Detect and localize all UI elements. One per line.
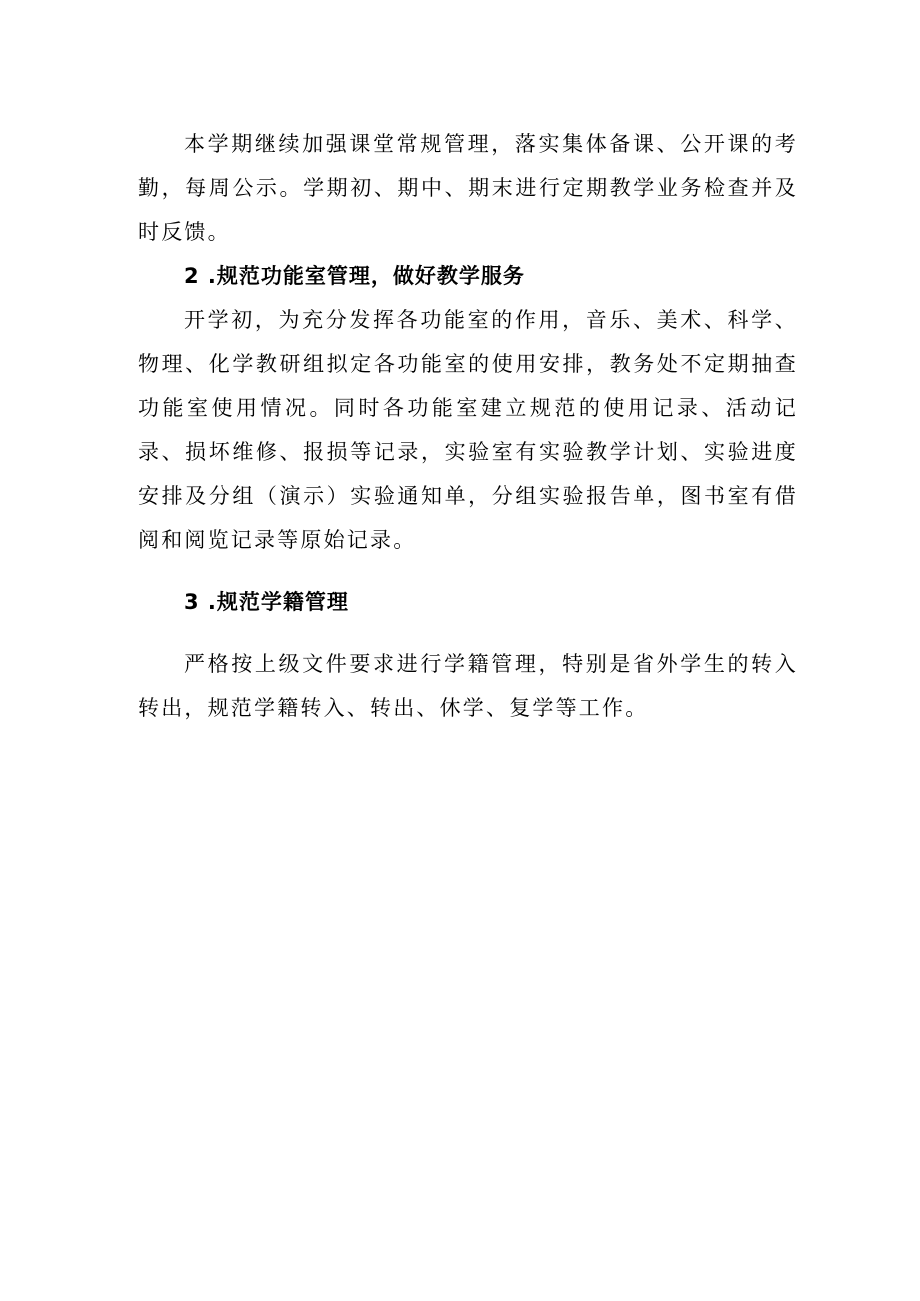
paragraph-classroom-management: 本学期继续加强课堂常规管理，落实集体备课、公开课的考勤，每周公示。学期初、期中、期末进行定期教学业务检查并及时反馈。 <box>138 132 798 244</box>
section-heading-student-registry: 3 .规范学籍管理 <box>184 590 349 614</box>
spacer <box>138 624 798 642</box>
paragraph-functional-rooms: 开学初，为充分发挥各功能室的作用，音乐、美术、科学、物理、化学教研组拟定各功能室的使用安排，教务处不定期抽查功能室使用情况。同时各功能室建立规范的使用记录、活动记录、损坏维修、报损等记录，实验室有实验教学计划、实验进度安排及分组（演示）实验通知单，分组实验报告单，图书室有借阅和阅览记录等原始记录。 <box>138 308 798 552</box>
paragraph-student-registry: 严格按上级文件要求进行学籍管理，特别是省外学生的转入转出，规范学籍转入、转出、休学、复学等工作。 <box>138 652 798 720</box>
spacer <box>138 562 798 580</box>
section-heading-functional-rooms: 2 .规范功能室管理，做好教学服务 <box>184 264 525 288</box>
document-body <box>138 122 798 730</box>
